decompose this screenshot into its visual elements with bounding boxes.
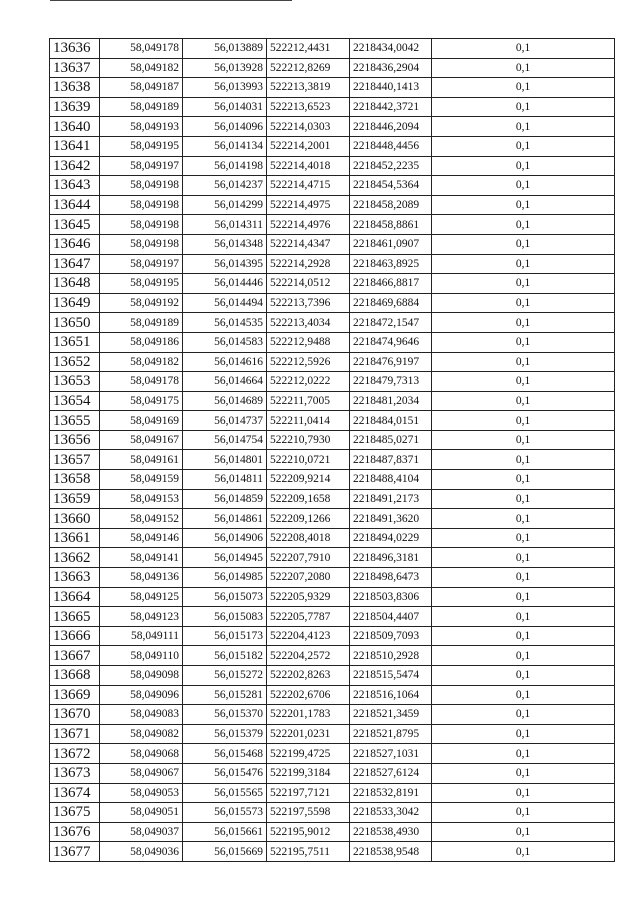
table-row <box>50 313 615 333</box>
longitude-cell: 56,014689 <box>183 391 267 411</box>
y-coordinate-cell: 2218458,8861 <box>350 215 432 235</box>
y-coordinate-cell: 2218454,5364 <box>350 176 432 196</box>
value-cell: 0,1 <box>432 430 615 450</box>
latitude-cell: 58,049096 <box>100 685 183 705</box>
latitude-cell: 58,049153 <box>100 489 183 509</box>
y-coordinate-cell: 2218491,2173 <box>350 489 432 509</box>
point-number-cell: 13648 <box>50 274 100 294</box>
y-coordinate-cell: 2218448,4456 <box>350 136 432 156</box>
y-coordinate-cell: 2218515,5474 <box>350 666 432 686</box>
table-row <box>50 430 615 450</box>
table-row <box>50 117 615 137</box>
latitude-cell: 58,049178 <box>100 39 183 59</box>
point-number-cell: 13660 <box>50 509 100 529</box>
point-number-cell: 13647 <box>50 254 100 274</box>
value-cell: 0,1 <box>432 156 615 176</box>
point-number-cell: 13656 <box>50 430 100 450</box>
value-cell: 0,1 <box>432 352 615 372</box>
x-coordinate-cell: 522210,7930 <box>267 430 350 450</box>
longitude-cell: 56,014494 <box>183 293 267 313</box>
longitude-cell: 56,014583 <box>183 332 267 352</box>
point-number-cell: 13658 <box>50 470 100 490</box>
table-row <box>50 607 615 627</box>
y-coordinate-cell: 2218472,1547 <box>350 313 432 333</box>
y-coordinate-cell: 2218485,0271 <box>350 430 432 450</box>
point-number-cell: 13653 <box>50 372 100 392</box>
value-cell: 0,1 <box>432 215 615 235</box>
longitude-cell: 56,015573 <box>183 803 267 823</box>
value-cell: 0,1 <box>432 803 615 823</box>
table-row <box>50 39 615 59</box>
x-coordinate-cell: 522202,6706 <box>267 685 350 705</box>
table-row <box>50 332 615 352</box>
point-number-cell: 13641 <box>50 136 100 156</box>
latitude-cell: 58,049175 <box>100 391 183 411</box>
x-coordinate-cell: 522204,4123 <box>267 626 350 646</box>
table-row <box>50 763 615 783</box>
point-number-cell: 13663 <box>50 568 100 588</box>
longitude-cell: 56,015083 <box>183 607 267 627</box>
longitude-cell: 56,014811 <box>183 470 267 490</box>
point-number-cell: 13657 <box>50 450 100 470</box>
x-coordinate-cell: 522214,4715 <box>267 176 350 196</box>
y-coordinate-cell: 2218538,9548 <box>350 842 432 862</box>
latitude-cell: 58,049136 <box>100 568 183 588</box>
table-row <box>50 274 615 294</box>
longitude-cell: 56,015073 <box>183 587 267 607</box>
x-coordinate-cell: 522210,0721 <box>267 450 350 470</box>
x-coordinate-cell: 522214,4018 <box>267 156 350 176</box>
value-cell: 0,1 <box>432 58 615 78</box>
longitude-cell: 56,014237 <box>183 176 267 196</box>
latitude-cell: 58,049125 <box>100 587 183 607</box>
point-number-cell: 13636 <box>50 39 100 59</box>
latitude-cell: 58,049197 <box>100 254 183 274</box>
x-coordinate-cell: 522213,7396 <box>267 293 350 313</box>
value-cell: 0,1 <box>432 234 615 254</box>
point-number-cell: 13671 <box>50 724 100 744</box>
x-coordinate-cell: 522201,0231 <box>267 724 350 744</box>
table-row <box>50 234 615 254</box>
table-row <box>50 215 615 235</box>
latitude-cell: 58,049110 <box>100 646 183 666</box>
x-coordinate-cell: 522197,5598 <box>267 803 350 823</box>
x-coordinate-cell: 522213,6523 <box>267 97 350 117</box>
point-number-cell: 13673 <box>50 763 100 783</box>
longitude-cell: 56,015379 <box>183 724 267 744</box>
value-cell: 0,1 <box>432 528 615 548</box>
latitude-cell: 58,049152 <box>100 509 183 529</box>
value-cell: 0,1 <box>432 117 615 137</box>
value-cell: 0,1 <box>432 450 615 470</box>
value-cell: 0,1 <box>432 705 615 725</box>
y-coordinate-cell: 2218442,3721 <box>350 97 432 117</box>
longitude-cell: 56,015565 <box>183 783 267 803</box>
x-coordinate-cell: 522195,9012 <box>267 822 350 842</box>
longitude-cell: 56,014945 <box>183 548 267 568</box>
latitude-cell: 58,049159 <box>100 470 183 490</box>
latitude-cell: 58,049192 <box>100 293 183 313</box>
y-coordinate-cell: 2218446,2094 <box>350 117 432 137</box>
x-coordinate-cell: 522195,7511 <box>267 842 350 862</box>
x-coordinate-cell: 522204,2572 <box>267 646 350 666</box>
top-rule-line <box>50 0 292 1</box>
longitude-cell: 56,014861 <box>183 509 267 529</box>
coordinates-table-body <box>50 39 615 862</box>
latitude-cell: 58,049186 <box>100 332 183 352</box>
x-coordinate-cell: 522213,3819 <box>267 78 350 98</box>
point-number-cell: 13645 <box>50 215 100 235</box>
y-coordinate-cell: 2218434,0042 <box>350 39 432 59</box>
table-row <box>50 58 615 78</box>
point-number-cell: 13639 <box>50 97 100 117</box>
latitude-cell: 58,049053 <box>100 783 183 803</box>
x-coordinate-cell: 522212,5926 <box>267 352 350 372</box>
point-number-cell: 13651 <box>50 332 100 352</box>
y-coordinate-cell: 2218498,6473 <box>350 568 432 588</box>
table-row <box>50 646 615 666</box>
table-row <box>50 352 615 372</box>
table-row <box>50 78 615 98</box>
value-cell: 0,1 <box>432 411 615 431</box>
latitude-cell: 58,049169 <box>100 411 183 431</box>
table-row <box>50 803 615 823</box>
value-cell: 0,1 <box>432 274 615 294</box>
y-coordinate-cell: 2218510,2928 <box>350 646 432 666</box>
longitude-cell: 56,014906 <box>183 528 267 548</box>
y-coordinate-cell: 2218479,7313 <box>350 372 432 392</box>
value-cell: 0,1 <box>432 822 615 842</box>
table-row <box>50 626 615 646</box>
latitude-cell: 58,049182 <box>100 352 183 372</box>
table-row <box>50 411 615 431</box>
table-row <box>50 470 615 490</box>
latitude-cell: 58,049195 <box>100 274 183 294</box>
latitude-cell: 58,049123 <box>100 607 183 627</box>
x-coordinate-cell: 522214,0512 <box>267 274 350 294</box>
x-coordinate-cell: 522213,4034 <box>267 313 350 333</box>
value-cell: 0,1 <box>432 39 615 59</box>
table-row <box>50 685 615 705</box>
longitude-cell: 56,015476 <box>183 763 267 783</box>
y-coordinate-cell: 2218504,4407 <box>350 607 432 627</box>
latitude-cell: 58,049187 <box>100 78 183 98</box>
table-row <box>50 489 615 509</box>
latitude-cell: 58,049178 <box>100 372 183 392</box>
latitude-cell: 58,049197 <box>100 156 183 176</box>
longitude-cell: 56,014198 <box>183 156 267 176</box>
point-number-cell: 13637 <box>50 58 100 78</box>
y-coordinate-cell: 2218481,2034 <box>350 391 432 411</box>
longitude-cell: 56,013889 <box>183 39 267 59</box>
table-row <box>50 509 615 529</box>
value-cell: 0,1 <box>432 78 615 98</box>
y-coordinate-cell: 2218474,9646 <box>350 332 432 352</box>
x-coordinate-cell: 522214,0303 <box>267 117 350 137</box>
table-row <box>50 568 615 588</box>
value-cell: 0,1 <box>432 626 615 646</box>
point-number-cell: 13668 <box>50 666 100 686</box>
longitude-cell: 56,014754 <box>183 430 267 450</box>
x-coordinate-cell: 522197,7121 <box>267 783 350 803</box>
y-coordinate-cell: 2218469,6884 <box>350 293 432 313</box>
table-row <box>50 136 615 156</box>
value-cell: 0,1 <box>432 489 615 509</box>
latitude-cell: 58,049036 <box>100 842 183 862</box>
value-cell: 0,1 <box>432 587 615 607</box>
table-row <box>50 744 615 764</box>
y-coordinate-cell: 2218496,3181 <box>350 548 432 568</box>
longitude-cell: 56,014859 <box>183 489 267 509</box>
y-coordinate-cell: 2218476,9197 <box>350 352 432 372</box>
table-row <box>50 254 615 274</box>
table-row <box>50 195 615 215</box>
table-row <box>50 528 615 548</box>
latitude-cell: 58,049198 <box>100 215 183 235</box>
y-coordinate-cell: 2218491,3620 <box>350 509 432 529</box>
x-coordinate-cell: 522209,9214 <box>267 470 350 490</box>
latitude-cell: 58,049161 <box>100 450 183 470</box>
longitude-cell: 56,014395 <box>183 254 267 274</box>
point-number-cell: 13669 <box>50 685 100 705</box>
point-number-cell: 13667 <box>50 646 100 666</box>
point-number-cell: 13676 <box>50 822 100 842</box>
value-cell: 0,1 <box>432 646 615 666</box>
y-coordinate-cell: 2218466,8817 <box>350 274 432 294</box>
point-number-cell: 13659 <box>50 489 100 509</box>
latitude-cell: 58,049083 <box>100 705 183 725</box>
value-cell: 0,1 <box>432 176 615 196</box>
longitude-cell: 56,015661 <box>183 822 267 842</box>
value-cell: 0,1 <box>432 254 615 274</box>
latitude-cell: 58,049182 <box>100 58 183 78</box>
x-coordinate-cell: 522205,9329 <box>267 587 350 607</box>
longitude-cell: 56,014348 <box>183 234 267 254</box>
point-number-cell: 13672 <box>50 744 100 764</box>
table-row <box>50 783 615 803</box>
table-row <box>50 293 615 313</box>
point-number-cell: 13654 <box>50 391 100 411</box>
point-number-cell: 13642 <box>50 156 100 176</box>
point-number-cell: 13662 <box>50 548 100 568</box>
y-coordinate-cell: 2218503,8306 <box>350 587 432 607</box>
table-row <box>50 705 615 725</box>
latitude-cell: 58,049167 <box>100 430 183 450</box>
latitude-cell: 58,049195 <box>100 136 183 156</box>
x-coordinate-cell: 522211,7005 <box>267 391 350 411</box>
point-number-cell: 13677 <box>50 842 100 862</box>
value-cell: 0,1 <box>432 842 615 862</box>
table-row <box>50 450 615 470</box>
x-coordinate-cell: 522209,1658 <box>267 489 350 509</box>
x-coordinate-cell: 522201,1783 <box>267 705 350 725</box>
x-coordinate-cell: 522214,4976 <box>267 215 350 235</box>
y-coordinate-cell: 2218516,1064 <box>350 685 432 705</box>
table-row <box>50 842 615 862</box>
value-cell: 0,1 <box>432 195 615 215</box>
y-coordinate-cell: 2218527,1031 <box>350 744 432 764</box>
x-coordinate-cell: 522212,9488 <box>267 332 350 352</box>
point-number-cell: 13652 <box>50 352 100 372</box>
longitude-cell: 56,014311 <box>183 215 267 235</box>
x-coordinate-cell: 522207,7910 <box>267 548 350 568</box>
value-cell: 0,1 <box>432 313 615 333</box>
longitude-cell: 56,014446 <box>183 274 267 294</box>
value-cell: 0,1 <box>432 763 615 783</box>
table-row <box>50 97 615 117</box>
y-coordinate-cell: 2218487,8371 <box>350 450 432 470</box>
latitude-cell: 58,049193 <box>100 117 183 137</box>
point-number-cell: 13670 <box>50 705 100 725</box>
x-coordinate-cell: 522202,8263 <box>267 666 350 686</box>
longitude-cell: 56,014535 <box>183 313 267 333</box>
x-coordinate-cell: 522214,2001 <box>267 136 350 156</box>
latitude-cell: 58,049111 <box>100 626 183 646</box>
point-number-cell: 13661 <box>50 528 100 548</box>
x-coordinate-cell: 522214,2928 <box>267 254 350 274</box>
longitude-cell: 56,015468 <box>183 744 267 764</box>
table-row <box>50 391 615 411</box>
value-cell: 0,1 <box>432 391 615 411</box>
x-coordinate-cell: 522214,4347 <box>267 234 350 254</box>
x-coordinate-cell: 522207,2080 <box>267 568 350 588</box>
x-coordinate-cell: 522211,0414 <box>267 411 350 431</box>
value-cell: 0,1 <box>432 509 615 529</box>
point-number-cell: 13650 <box>50 313 100 333</box>
point-number-cell: 13643 <box>50 176 100 196</box>
y-coordinate-cell: 2218484,0151 <box>350 411 432 431</box>
x-coordinate-cell: 522212,0222 <box>267 372 350 392</box>
longitude-cell: 56,015173 <box>183 626 267 646</box>
y-coordinate-cell: 2218463,8925 <box>350 254 432 274</box>
x-coordinate-cell: 522199,3184 <box>267 763 350 783</box>
value-cell: 0,1 <box>432 607 615 627</box>
point-number-cell: 13664 <box>50 587 100 607</box>
x-coordinate-cell: 522209,1266 <box>267 509 350 529</box>
point-number-cell: 13638 <box>50 78 100 98</box>
y-coordinate-cell: 2218488,4104 <box>350 470 432 490</box>
latitude-cell: 58,049082 <box>100 724 183 744</box>
point-number-cell: 13674 <box>50 783 100 803</box>
table-row <box>50 548 615 568</box>
latitude-cell: 58,049051 <box>100 803 183 823</box>
point-number-cell: 13655 <box>50 411 100 431</box>
longitude-cell: 56,015182 <box>183 646 267 666</box>
value-cell: 0,1 <box>432 470 615 490</box>
table-row <box>50 822 615 842</box>
latitude-cell: 58,049198 <box>100 234 183 254</box>
value-cell: 0,1 <box>432 332 615 352</box>
value-cell: 0,1 <box>432 97 615 117</box>
x-coordinate-cell: 522214,4975 <box>267 195 350 215</box>
latitude-cell: 58,049037 <box>100 822 183 842</box>
latitude-cell: 58,049189 <box>100 97 183 117</box>
point-number-cell: 13649 <box>50 293 100 313</box>
latitude-cell: 58,049198 <box>100 195 183 215</box>
longitude-cell: 56,013993 <box>183 78 267 98</box>
point-number-cell: 13665 <box>50 607 100 627</box>
value-cell: 0,1 <box>432 685 615 705</box>
table-row <box>50 156 615 176</box>
longitude-cell: 56,014801 <box>183 450 267 470</box>
value-cell: 0,1 <box>432 548 615 568</box>
value-cell: 0,1 <box>432 744 615 764</box>
latitude-cell: 58,049067 <box>100 763 183 783</box>
longitude-cell: 56,015281 <box>183 685 267 705</box>
x-coordinate-cell: 522205,7787 <box>267 607 350 627</box>
longitude-cell: 56,014299 <box>183 195 267 215</box>
latitude-cell: 58,049098 <box>100 666 183 686</box>
table-row <box>50 372 615 392</box>
longitude-cell: 56,014985 <box>183 568 267 588</box>
value-cell: 0,1 <box>432 724 615 744</box>
y-coordinate-cell: 2218436,2904 <box>350 58 432 78</box>
point-number-cell: 13644 <box>50 195 100 215</box>
longitude-cell: 56,014664 <box>183 372 267 392</box>
longitude-cell: 56,013928 <box>183 58 267 78</box>
x-coordinate-cell: 522212,8269 <box>267 58 350 78</box>
point-number-cell: 13675 <box>50 803 100 823</box>
value-cell: 0,1 <box>432 372 615 392</box>
value-cell: 0,1 <box>432 666 615 686</box>
point-number-cell: 13666 <box>50 626 100 646</box>
y-coordinate-cell: 2218521,3459 <box>350 705 432 725</box>
table-row <box>50 587 615 607</box>
y-coordinate-cell: 2218527,6124 <box>350 763 432 783</box>
longitude-cell: 56,014096 <box>183 117 267 137</box>
value-cell: 0,1 <box>432 568 615 588</box>
value-cell: 0,1 <box>432 136 615 156</box>
longitude-cell: 56,014031 <box>183 97 267 117</box>
latitude-cell: 58,049198 <box>100 176 183 196</box>
y-coordinate-cell: 2218440,1413 <box>350 78 432 98</box>
x-coordinate-cell: 522199,4725 <box>267 744 350 764</box>
y-coordinate-cell: 2218521,8795 <box>350 724 432 744</box>
value-cell: 0,1 <box>432 783 615 803</box>
latitude-cell: 58,049189 <box>100 313 183 333</box>
longitude-cell: 56,015272 <box>183 666 267 686</box>
point-number-cell: 13646 <box>50 234 100 254</box>
y-coordinate-cell: 2218533,3042 <box>350 803 432 823</box>
table-row <box>50 176 615 196</box>
x-coordinate-cell: 522212,4431 <box>267 39 350 59</box>
latitude-cell: 58,049141 <box>100 548 183 568</box>
x-coordinate-cell: 522208,4018 <box>267 528 350 548</box>
y-coordinate-cell: 2218452,2235 <box>350 156 432 176</box>
table-row <box>50 724 615 744</box>
table-row <box>50 666 615 686</box>
longitude-cell: 56,015669 <box>183 842 267 862</box>
y-coordinate-cell: 2218538,4930 <box>350 822 432 842</box>
longitude-cell: 56,014134 <box>183 136 267 156</box>
y-coordinate-cell: 2218509,7093 <box>350 626 432 646</box>
value-cell: 0,1 <box>432 293 615 313</box>
longitude-cell: 56,014616 <box>183 352 267 372</box>
latitude-cell: 58,049146 <box>100 528 183 548</box>
y-coordinate-cell: 2218532,8191 <box>350 783 432 803</box>
y-coordinate-cell: 2218461,0907 <box>350 234 432 254</box>
latitude-cell: 58,049068 <box>100 744 183 764</box>
y-coordinate-cell: 2218494,0229 <box>350 528 432 548</box>
point-number-cell: 13640 <box>50 117 100 137</box>
longitude-cell: 56,015370 <box>183 705 267 725</box>
y-coordinate-cell: 2218458,2089 <box>350 195 432 215</box>
coordinates-table <box>49 38 615 862</box>
longitude-cell: 56,014737 <box>183 411 267 431</box>
